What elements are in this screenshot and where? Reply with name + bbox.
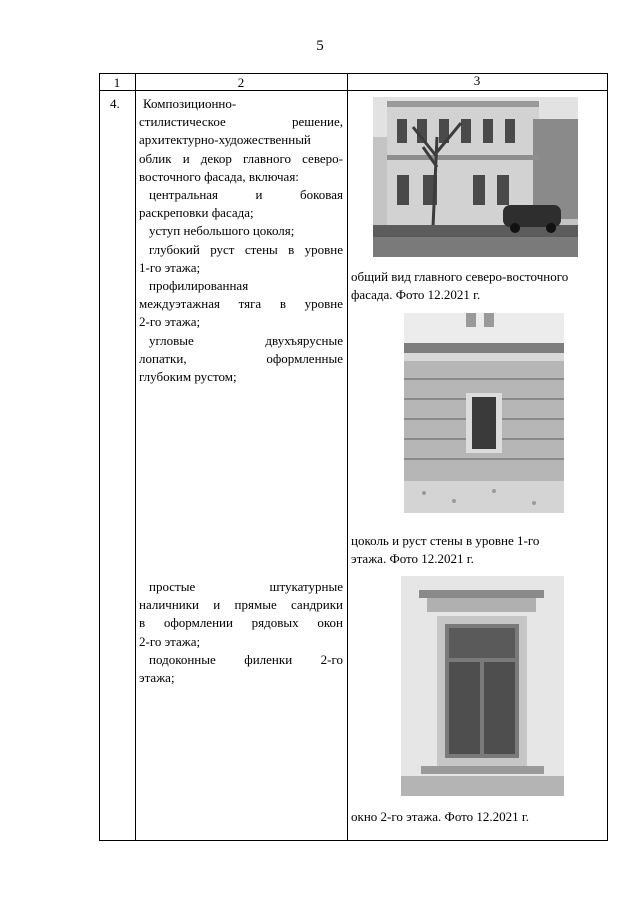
- description-line: 2-го этажа;: [139, 633, 201, 649]
- description-line: раскреповки фасада;: [139, 205, 254, 221]
- plinth-photo-image: [404, 313, 564, 513]
- description-line: этажа;: [139, 670, 175, 686]
- description-line: архитектурно-художественный: [139, 132, 311, 148]
- description-line: лопатки, оформленные: [139, 350, 343, 366]
- description-line: глубоким рустом;: [139, 369, 237, 385]
- row-number: 4.: [110, 96, 120, 111]
- description-line: угловые двухъярусные: [149, 332, 343, 348]
- caption-line: фасада. Фото 12.2021 г.: [351, 287, 481, 303]
- table-border-right: [607, 73, 608, 841]
- column-divider-2: [347, 73, 348, 841]
- page-number: 5: [316, 38, 324, 54]
- column-header-3: 3: [473, 73, 481, 88]
- caption-line: общий вид главного северо-восточного: [351, 269, 569, 284]
- description-line: подоконные филенки 2-го: [149, 651, 343, 667]
- description-line: междуэтажная тяга в уровне: [139, 296, 343, 312]
- description-line: восточного фасада, включая:: [139, 168, 299, 184]
- description-line: профилированная: [149, 278, 249, 294]
- facade-photo: [373, 97, 578, 257]
- description-line: центральная и боковая: [149, 187, 343, 203]
- column-header-2: 2: [237, 75, 245, 90]
- description-line: в оформлении рядовых окон: [139, 615, 343, 631]
- description-line: глубокий руст стены в уровне: [149, 241, 343, 257]
- description-block-1: [139, 95, 343, 386]
- caption-facade: [351, 268, 607, 304]
- description-block-2: [139, 578, 343, 687]
- caption-line: этажа. Фото 12.2021 г.: [351, 551, 474, 567]
- plinth-photo: [404, 313, 564, 513]
- description-line: облик и декор главного северо-: [139, 150, 343, 166]
- description-line: уступ небольшого цоколя;: [149, 223, 295, 239]
- monument-table: [99, 73, 608, 841]
- table-border-bottom: [99, 840, 608, 841]
- column-divider-1: [135, 73, 136, 841]
- column-header-1: 1: [113, 75, 121, 90]
- description-line: 2-го этажа;: [139, 314, 201, 330]
- description-line: наличники и прямые сандрики: [139, 597, 343, 613]
- description-line: стилистическое решение,: [139, 114, 343, 130]
- caption-window: [351, 808, 607, 826]
- description-line: простые штукатурные: [149, 579, 343, 594]
- table-border-left: [99, 73, 100, 841]
- description-line: Композиционно-: [143, 96, 237, 111]
- facade-photo-image: [373, 97, 578, 257]
- window-photo-image: [401, 576, 564, 796]
- caption-plinth: [351, 532, 607, 568]
- caption-line: окно 2-го этажа. Фото 12.2021 г.: [351, 809, 530, 824]
- window-photo: [401, 576, 564, 796]
- caption-line: цоколь и руст стены в уровне 1-го: [351, 533, 540, 548]
- description-line: 1-го этажа;: [139, 259, 201, 275]
